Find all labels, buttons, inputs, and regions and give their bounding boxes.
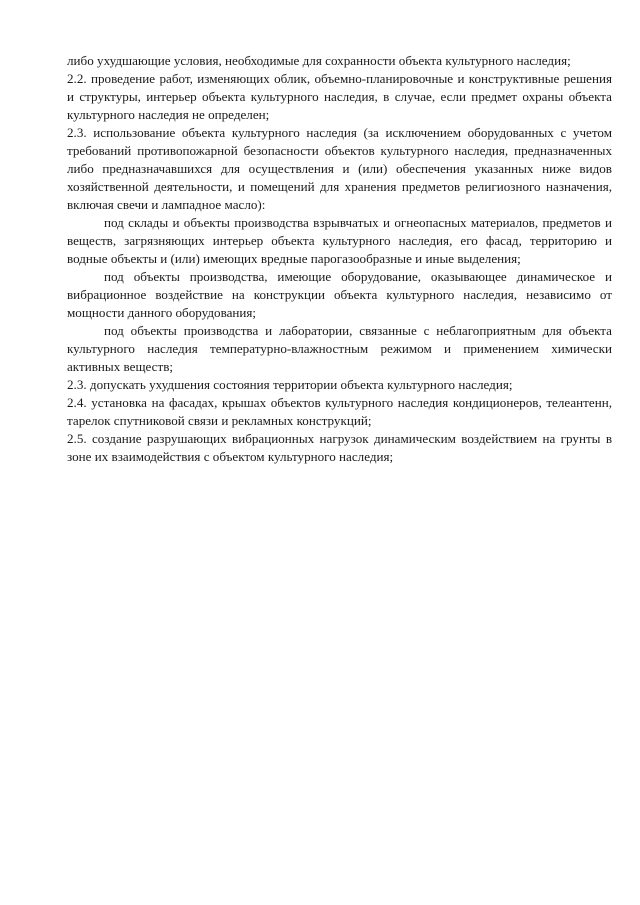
paragraph-item-2-2: 2.2. проведение работ, изменяющих облик, объемно-планировочные и конструктивные решения и структуры, интерьер объекта культурного наследия, в случае, если предмет охраны объекта культурного наследия не определен; — [67, 71, 612, 122]
paragraph-subitem-warehouses: под склады и объекты производства взрывчатых и огнеопасных материалов, предметов и веществ, загрязняющих интерьер объекта культурного наследия, его фасад, территорию и водные объекты и (или) имеющих вредные парогазообразные и иные выделения; — [67, 215, 612, 266]
document-body — [67, 52, 612, 466]
paragraph-item-2-5: 2.5. создание разрушающих вибрационных нагрузок динамическим воздействием на грунты в зоне их взаимодействия с объектом культурного наследия; — [67, 431, 612, 464]
paragraph-continuation: либо ухудшающие условия, необходимые для сохранности объекта культурного наследия; — [67, 53, 571, 68]
paragraph-item-2-4: 2.4. установка на фасадах, крышах объектов культурного наследия кондиционеров, телеантенн, тарелок спутниковой связи и рекламных конструкций; — [67, 395, 612, 428]
paragraph-item-2-3-use: 2.3. использование объекта культурного наследия (за исключением оборудованных с учетом требований противопожарной безопасности объектов культурного наследия, предназначенных либо предназначавшихся для осуществления и (или) обеспечения указанных ниже видов хозяйственной деятельности, и помещений для хранения предметов религиозного назначения, включая свечи и лампадное масло): — [67, 125, 612, 212]
paragraph-subitem-production-vibration: под объекты производства, имеющие оборудование, оказывающее динамическое и вибрационное воздействие на конструкции объекта культурного наследия, независимо от мощности данного оборудования; — [67, 269, 612, 320]
paragraph-subitem-laboratories: под объекты производства и лаборатории, связанные с неблагоприятным для объекта культурного наследия температурно-влажностным режимом и применением химически активных веществ; — [67, 323, 612, 374]
paragraph-item-2-3-territory: 2.3. допускать ухудшения состояния территории объекта культурного наследия; — [67, 377, 513, 392]
